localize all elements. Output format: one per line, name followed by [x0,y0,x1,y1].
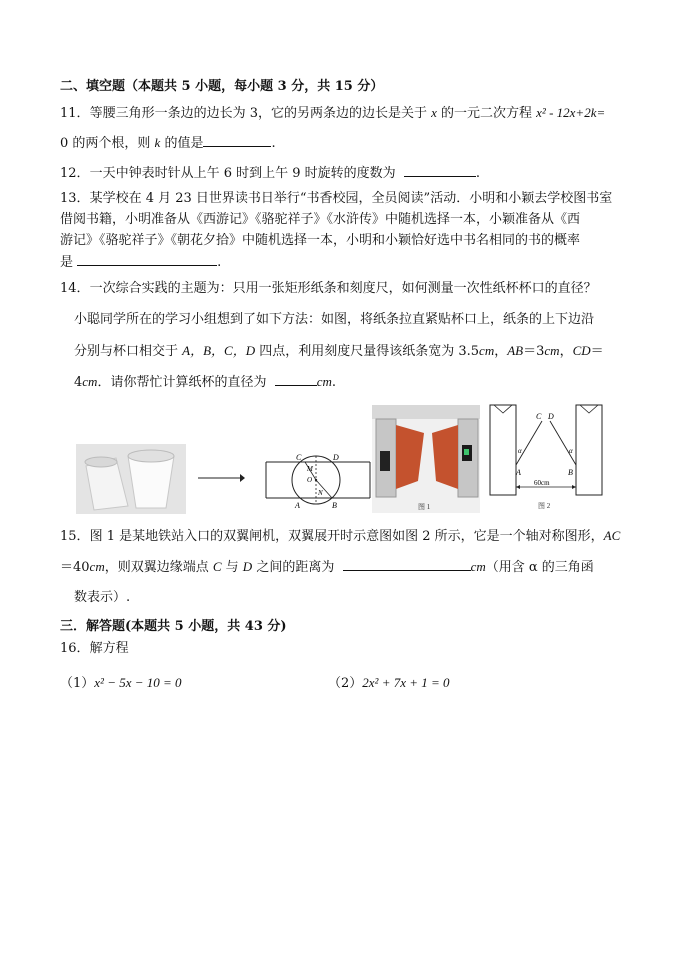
question-14-line-1: 14．一次综合实践的主题为：只用一张矩形纸条和刻度尺，如何测量一次性纸杯杯口的直径？ [60,281,597,296]
point-o-label: O [307,476,313,484]
question-16: 16．解方程 [60,641,129,656]
question-13-line-3: 游记》《骆驼祥子》《朝花夕拾》中随机选择一本，小明和小颖恰好选中书名相同的书的概率 [60,233,581,248]
answer-blank[interactable] [77,253,217,266]
question-number: 16 [60,641,77,656]
question-14-line-2: 小聪同学所在的学习小组想到了如下方法：如图，将纸条拉直紧贴杯口上，纸条的上下边沿 [74,312,595,327]
question-11-line-1: 11．等腰三角形一条边的边长为 3，它的另两条边的边长是关于 x 的一元二次方程 x² - 12x+2k= [60,105,606,121]
question-text: 0 的两个根，则 [60,136,155,151]
variable: x [431,105,437,120]
point-b-label: B [332,501,337,510]
strip-circle-diagram [262,450,374,510]
question-13-line-1: 13．某学校在 4 月 23 日世界读书日举行“书香校园，全员阅读”活动．小明和小颖去学校图书室 [60,191,613,206]
equation: 2x² + 7x + 1 = 0 [362,675,450,690]
question-text: 的值是 [160,136,204,151]
alpha-left-label: α [518,447,522,455]
question-13-line-2: 借阅书籍，小明准备从《西游记》《骆驼祥子》《水浒传》中随机选择一本，小颖准备从《西 [60,212,581,227]
section-2-title: 二、填空题（本题共 5 小题，每小题 3 分，共 15 分） [60,79,384,94]
point-c-label: C [536,412,542,421]
right-arrow-icon [196,472,246,484]
answer-blank[interactable] [343,558,471,571]
question-15-line-3: 数表示）. [74,590,131,605]
variable: k [154,135,161,150]
alpha-right-label: α [569,447,573,455]
paper-cups-photo [76,444,186,514]
width-label: 60cm [534,479,550,487]
question-text: 一天中钟表时针从上午 6 时到上午 9 时旋转的度数为 [89,166,396,181]
question-number: 13 [60,191,77,206]
question-text: 是 [60,255,74,270]
question-number: 14 [60,281,77,296]
point-a-label: A [295,501,300,510]
question-text: 图 1 是某地铁站入口的双翼闸机，双翼展开时示意图如图 2 所示，它是一个轴对称图形， [89,529,604,544]
answer-blank[interactable] [275,373,317,386]
question-number: 11 [60,106,77,121]
question-number: 15 [60,529,77,544]
equation: x² − 5x − 10 = 0 [94,675,182,690]
question-16-part-1: （1）x² − 5x − 10 = 0 [60,675,182,691]
question-number: 12 [60,166,77,181]
gate-schematic-figure-2 [486,403,606,513]
point-n-label: N [318,489,323,497]
gate-photo-figure-1 [372,405,480,513]
question-16-part-2: （2）2x² + 7x + 1 = 0 [328,675,450,691]
question-text: 的一元二次方程 [436,106,537,121]
question-text: 等腰三角形一条边的边长为 3，它的另两条边的边长是关于 [89,106,432,121]
question-15-line-1: 15．图 1 是某地铁站入口的双翼闸机，双翼展开时示意图如图 2 所示，它是一个轴对称图形，AC [60,528,621,544]
figure-2-caption: 图 2 [538,502,551,510]
point-d-label: D [548,412,554,421]
question-text: 一次综合实践的主题为：只用一张矩形纸条和刻度尺，如何测量一次性纸杯杯口的直径？ [89,281,597,296]
question-text: 解方程 [89,641,129,656]
point-c-label: C [296,453,302,462]
question-12: 12．一天中钟表时针从上午 6 时到上午 9 时旋转的度数为 . [60,166,481,181]
question-11-line-2: 0 的两个根，则 k 的值是 . [60,135,276,151]
question-15-line-2: ＝40cm，则双翼边缘端点 C 与 D 之间的距离为 cm（用含 α 的三角函 [60,559,594,575]
point-a-label: A [516,468,521,477]
question-13-line-4: 是 . [60,255,222,270]
question-14-line-4: 4cm．请你帮忙计算纸杯的直径为 cm. [74,374,337,390]
point-d-label: D [333,453,339,462]
point-b-label: B [568,468,573,477]
answer-blank[interactable] [203,134,271,147]
question-text: 某学校在 4 月 23 日世界读书日举行“书香校园，全员阅读”活动．小明和小颖去学校图书室 [89,191,613,206]
section-3-title: 三．解答题(本题共 5 小题，共 43 分) [60,619,287,634]
equation: x² - 12x+2k= [536,105,606,120]
answer-blank[interactable] [404,164,476,177]
figure-1-caption: 图 1 [418,503,431,511]
points: A，B，C，D [182,343,256,358]
point-m-label: M [307,465,313,473]
question-14-line-3: 分别与杯口相交于 A，B，C，D 四点，利用刻度尺量得该纸条宽为 3.5cm，AB＝3cm，CD＝ [74,343,604,359]
